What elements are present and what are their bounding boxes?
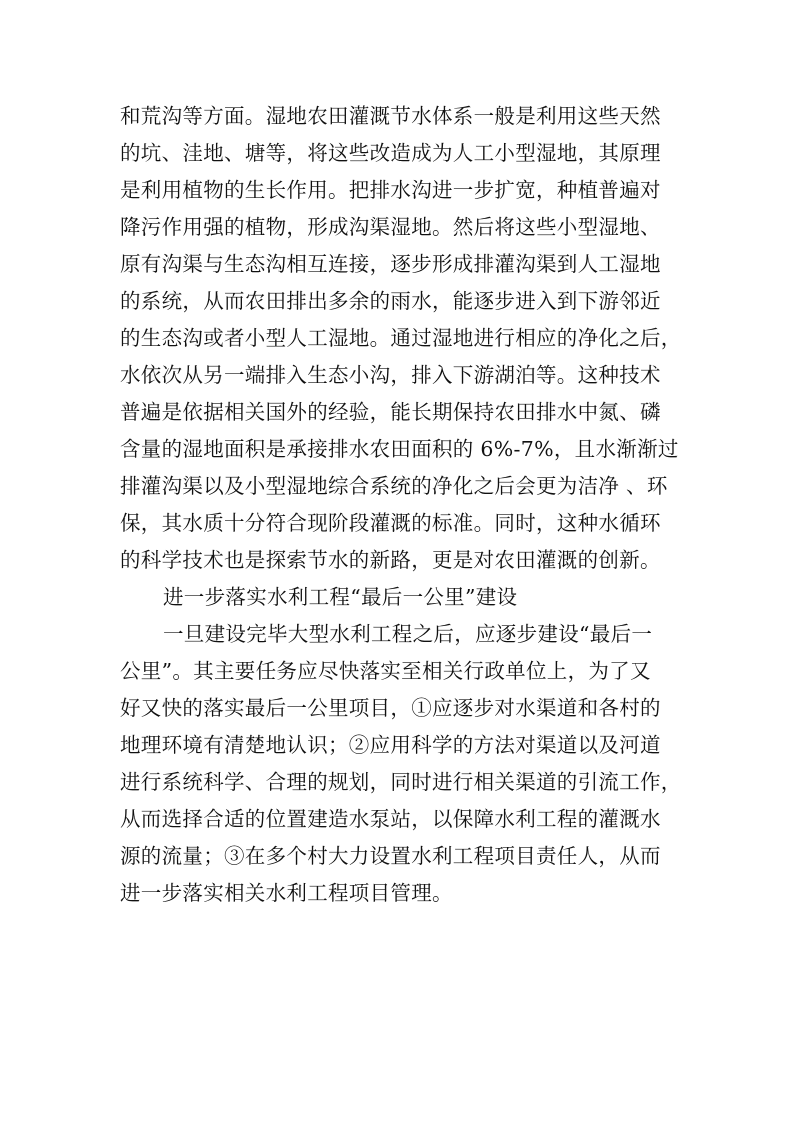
text-line: 公里”。其主要任务应尽快落实至相关行政单位上，为了又 xyxy=(120,659,651,683)
text-line: 原有沟渠与生态沟相互连接，逐步形成排灌沟渠到人工湿地 xyxy=(120,252,661,276)
text-line: 水依次从另一端排入生态小沟，排入下游湖泊等。这种技术 xyxy=(120,363,661,387)
text-line: 进一步落实相关水利工程项目管理。 xyxy=(120,881,453,905)
text-line: 地理环境有清楚地认识；②应用科学的方法对渠道以及河道 xyxy=(120,733,661,757)
paragraph-first-line: 一旦建设完毕大型水利工程之后，应逐步建设“最后一 xyxy=(163,622,653,646)
text-line: 保，其水质十分符合现阶段灌溉的标准。同时，这种水循环 xyxy=(120,511,661,535)
text-line: 的坑、洼地、塘等，将这些改造成为人工小型湿地，其原理 xyxy=(120,141,661,165)
text-line: 是利用植物的生长作用。把排水沟进一步扩宽，种植普遍对 xyxy=(120,178,661,202)
text-line: 好又快的落实最后一公里项目，①应逐步对水渠道和各村的 xyxy=(120,696,661,720)
body-text xyxy=(120,98,680,912)
text-line: 的科学技术也是探索节水的新路，更是对农田灌溉的创新。 xyxy=(120,548,661,572)
text-line: 的生态沟或者小型人工湿地。通过湿地进行相应的净化之后， xyxy=(120,326,682,350)
text-line: 的系统，从而农田排出多余的雨水，能逐步进入到下游邻近 xyxy=(120,289,661,313)
text-line: 降污作用强的植物，形成沟渠湿地。然后将这些小型湿地、 xyxy=(120,215,661,239)
text-line: 源的流量；③在多个村大力设置水利工程项目责任人，从而 xyxy=(120,844,661,868)
section-heading: 进一步落实水利工程“最后一公里”建设 xyxy=(163,585,518,609)
text-line: 和荒沟等方面。湿地农田灌溉节水体系一般是利用这些天然 xyxy=(120,104,661,128)
text-line: 从而选择合适的位置建造水泵站，以保障水利工程的灌溉水 xyxy=(120,807,661,831)
text-line: 普遍是依据相关国外的经验，能长期保持农田排水中氮、磷 xyxy=(120,400,661,424)
text-line: 排灌沟渠以及小型湿地综合系统的净化之后会更为洁净 、环 xyxy=(120,474,668,498)
text-line: 含量的湿地面积是承接排水农田面积的 6%-7%，且水渐渐过 xyxy=(120,437,679,461)
text-line: 进行系统科学、合理的规划，同时进行相关渠道的引流工作， xyxy=(120,770,682,794)
